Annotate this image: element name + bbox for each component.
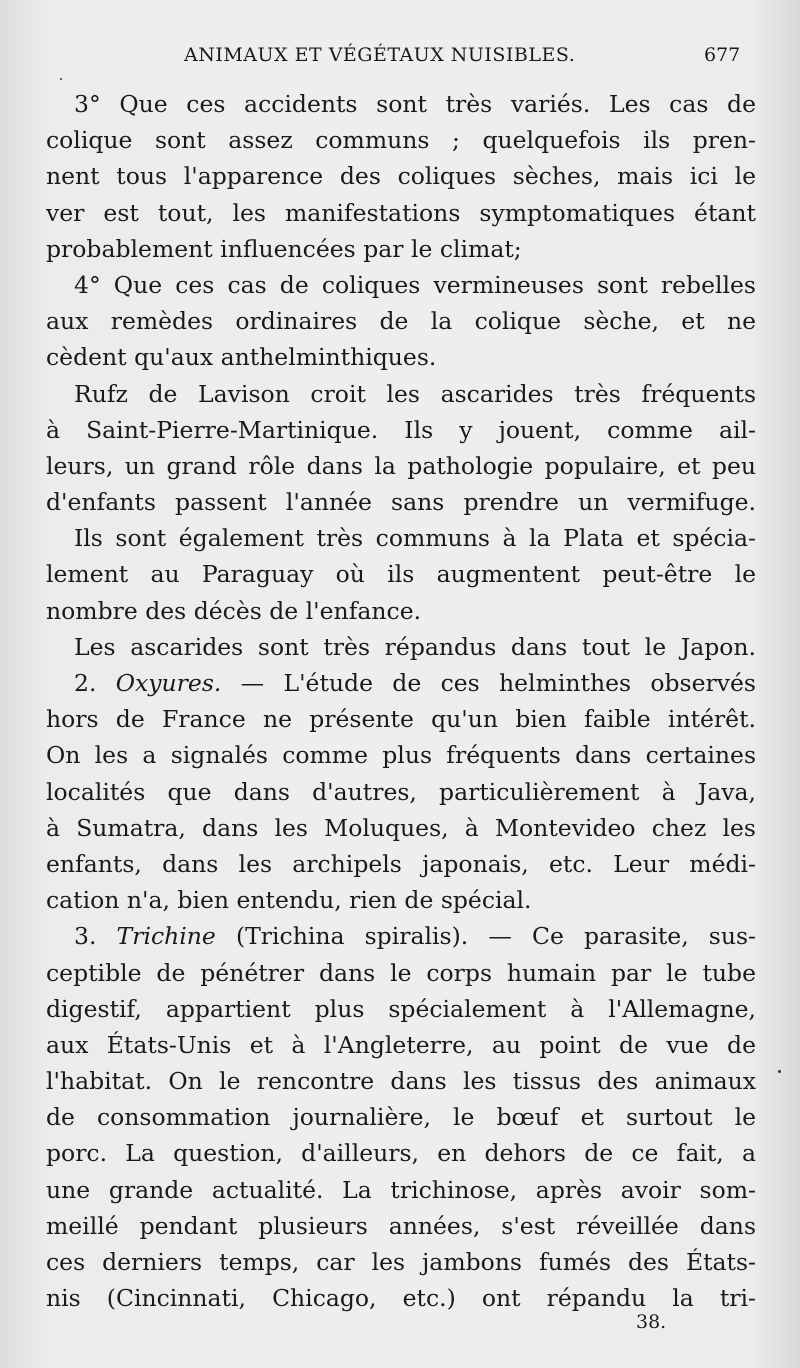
text-line: aux remèdes ordinaires de la colique sèche, et ne bbox=[46, 307, 756, 336]
text-line: hors de France ne présente qu'un bien faible intérêt. bbox=[46, 705, 756, 734]
text-line: digestif, appartient plus spécialement à l'Allemagne, bbox=[46, 994, 756, 1023]
text-line bbox=[46, 665, 756, 701]
text-line: Ils sont également très communs à la Plata et spécia- bbox=[74, 524, 756, 553]
text-line: colique sont assez communs ; quelquefois ils pren- bbox=[46, 126, 756, 155]
text-line: l'habitat. On le rencontre dans les tissus des animaux bbox=[46, 1067, 756, 1096]
text-line: On les a signalés comme plus fréquents dans certaines bbox=[46, 741, 756, 770]
text-line: ceptible de pénétrer dans le corps humain par le tube bbox=[46, 958, 756, 987]
text-line: Les ascarides sont très répandus dans tout le Japon. bbox=[74, 632, 756, 661]
text-line: meillé pendant plusieurs années, s'est réveillée dans bbox=[46, 1211, 756, 1240]
text-line: probablement influencées par le climat; bbox=[46, 234, 522, 263]
text-line bbox=[46, 918, 756, 954]
italic-term: Oxyures. bbox=[115, 669, 222, 697]
print-speck bbox=[60, 78, 62, 80]
italic-term: Trichine bbox=[116, 922, 216, 951]
page-number: 677 bbox=[704, 44, 741, 66]
text-line: 4° Que ces cas de coliques vermineuses sont rebelles bbox=[74, 270, 756, 299]
text-line: localités que dans d'autres, particulièrement à Java, bbox=[46, 777, 756, 806]
text-line: d'enfants passent l'année sans prendre un vermifuge. bbox=[46, 488, 756, 517]
text-line: ver est tout, les manifestations symptomatiques étant bbox=[46, 198, 756, 227]
text-line: Rufz de Lavison croit les ascarides très fréquents bbox=[74, 379, 756, 408]
body-text bbox=[46, 86, 756, 1316]
line-segment: (Trichina spiralis). — Ce parasite, sus- bbox=[215, 922, 756, 951]
text-line: leurs, un grand rôle dans la pathologie populaire, et peu bbox=[46, 451, 756, 480]
text-line: enfants, dans les archipels japonais, etc. Leur médi- bbox=[46, 849, 756, 878]
text-line: 3° Que ces accidents sont très variés. Les cas de bbox=[74, 90, 756, 118]
text-line: aux États-Unis et à l'Angleterre, au point de vue de bbox=[46, 1030, 756, 1059]
text-line: une grande actualité. La trichinose, après avoir som- bbox=[46, 1175, 756, 1204]
text-line: cèdent qu'aux anthelminthiques. bbox=[46, 343, 437, 372]
text-line: ces derniers temps, car les jambons fumés des États- bbox=[46, 1248, 756, 1276]
print-speck bbox=[778, 1070, 781, 1073]
text-line: nent tous l'apparence des coliques sèches, mais ici le bbox=[46, 162, 756, 191]
signature-mark: 38. bbox=[636, 1311, 667, 1333]
page-header bbox=[0, 44, 800, 74]
text-line: cation n'a, bien entendu, rien de spécial. bbox=[46, 886, 532, 915]
text-line: nis (Cincinnati, Chicago, etc.) ont répandu la tri- bbox=[46, 1284, 756, 1313]
line-segment: 2. bbox=[74, 669, 116, 697]
text-line: à Sumatra, dans les Moluques, à Montevideo chez les bbox=[46, 813, 756, 842]
line-segment: 3. bbox=[74, 922, 117, 951]
text-line: à Saint-Pierre-Martinique. Ils y jouent, comme ail- bbox=[46, 415, 756, 444]
line-segment: — L'étude de ces helminthes observés bbox=[221, 669, 756, 697]
text-line: lement au Paraguay où ils augmentent peut-être le bbox=[46, 560, 756, 589]
text-line: nombre des décès de l'enfance. bbox=[46, 596, 422, 625]
text-line: porc. La question, d'ailleurs, en dehors de ce fait, a bbox=[46, 1139, 756, 1168]
text-line: de consommation journalière, le bœuf et surtout le bbox=[46, 1103, 756, 1132]
running-title: ANIMAUX ET VÉGÉTAUX NUISIBLES. bbox=[184, 44, 576, 66]
